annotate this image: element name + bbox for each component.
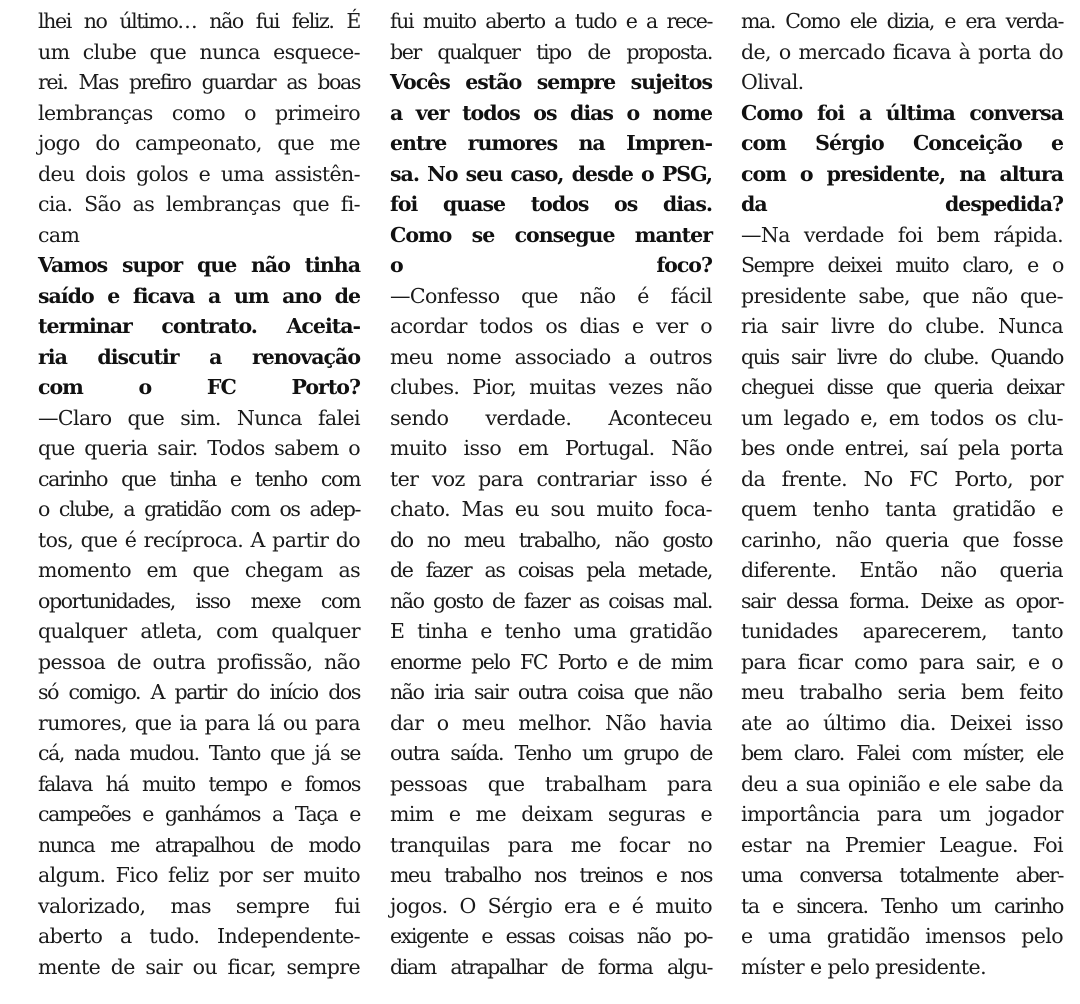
interview-question-line: o foco? bbox=[390, 253, 712, 277]
article-text-line: pessoa de outra profissão, não bbox=[38, 649, 360, 674]
interview-question-line: Vamos supor que não tinha bbox=[38, 253, 360, 277]
article-text-line: cá, nada mudou. Tanto que já se bbox=[38, 741, 360, 765]
article-text-line: Olival. bbox=[741, 70, 804, 94]
article-text-line: dar o meu melhor. Não havia bbox=[390, 710, 712, 735]
interview-question-line: foi quase todos os dias. bbox=[390, 192, 712, 216]
article-text-line: bem claro. Falei com míster, ele bbox=[741, 741, 1063, 765]
article-text-line: cam bbox=[38, 222, 80, 247]
interview-question-line: sa. No seu caso, desde o PSG, bbox=[390, 161, 712, 186]
article-text-line: da frente. No FC Porto, por bbox=[741, 466, 1063, 491]
article-text-line: pessoas que trabalham para bbox=[390, 771, 712, 796]
article-text-line: diam atrapalhar de forma algu- bbox=[390, 954, 712, 979]
article-text-line: clubes. Pior, muitas vezes não bbox=[390, 375, 712, 399]
article-text-line: outra saída. Tenho um grupo de bbox=[390, 741, 712, 765]
article-text-line: só comigo. A partir do início dos bbox=[38, 680, 360, 704]
article-text-line: tunidades aparecerem, tanto bbox=[741, 619, 1063, 643]
article-text-line: deu dois golos e uma assistên- bbox=[38, 161, 360, 186]
article-text-line: presidente sabe, que não que- bbox=[741, 283, 1063, 308]
article-text-line: momento em que chegam as bbox=[38, 558, 360, 582]
article-text-line: não gosto de fazer as coisas mal. bbox=[390, 588, 712, 613]
article-column-3 bbox=[741, 6, 1063, 982]
article-text-line: algum. Fico feliz por ser muito bbox=[38, 863, 360, 887]
interview-question-line: com Sérgio Conceição e bbox=[741, 131, 1063, 155]
article-text-line: do no meu trabalho, não gosto bbox=[390, 527, 712, 552]
article-text-line: nunca me atrapalhou de modo bbox=[38, 832, 360, 857]
article-text-line: falava há muito tempo e fomos bbox=[38, 771, 360, 796]
article-text-line: cia. São as lembranças que fi- bbox=[38, 192, 360, 216]
article-text-line: lhei no último… não fui feliz. É bbox=[38, 9, 360, 33]
article-column-2 bbox=[390, 6, 712, 982]
article-text-line: tos, que é recíproca. A partir do bbox=[38, 527, 360, 552]
article-text-line: de, o mercado ficava à porta do bbox=[741, 39, 1063, 64]
article-text-line: um clube que nunca esquece- bbox=[38, 39, 360, 64]
interview-question-line: com o FC Porto? bbox=[38, 375, 360, 399]
interview-question-line: Como foi a última conversa bbox=[741, 100, 1063, 125]
interview-question-line: Vocês estão sempre sujeitos bbox=[390, 70, 712, 94]
article-text-line: meu nome associado a outros bbox=[390, 344, 712, 369]
article-text-line: ma. Como ele dizia, e era verda- bbox=[741, 9, 1063, 33]
interview-question-line: ria discutir a renovação bbox=[38, 344, 360, 369]
article-text-line: bes onde entrei, saí pela porta bbox=[741, 436, 1063, 460]
article-text-line: —Claro que sim. Nunca falei bbox=[38, 405, 360, 430]
interview-question-line: saído e ficava a um ano de bbox=[38, 283, 360, 308]
article-column-1 bbox=[38, 6, 360, 982]
article-text-line: muito isso em Portugal. Não bbox=[390, 436, 712, 460]
article-text-line: importância para um jogador bbox=[741, 802, 1063, 826]
article-text-line: ter voz para contrariar isso é bbox=[390, 466, 712, 491]
article-text-line: acordar todos os dias e ver o bbox=[390, 314, 712, 338]
article-text-line: ria sair livre do clube. Nunca bbox=[741, 314, 1063, 338]
article-text-line: ta e sincera. Tenho um carinho bbox=[741, 893, 1063, 918]
article-text-line: E tinha e tenho uma gratidão bbox=[390, 619, 712, 643]
article-text-line: um legado e, em todos os clu- bbox=[741, 405, 1063, 430]
article-text-line: sair dessa forma. Deixe as opor- bbox=[741, 588, 1063, 613]
interview-question-line: Como se consegue manter bbox=[390, 222, 712, 247]
interview-question-line: a ver todos os dias o nome bbox=[390, 100, 712, 125]
article-text-line: exigente e essas coisas não po- bbox=[390, 924, 712, 948]
article-text-line: quem tenho tanta gratidão e bbox=[741, 497, 1063, 521]
article-text-line: campeões e ganhámos a Taça e bbox=[38, 802, 360, 826]
article-text-line: enorme pelo FC Porto e de mim bbox=[390, 649, 712, 674]
article-text-line: —Na verdade foi bem rápida. bbox=[741, 222, 1063, 247]
article-text-line: estar na Premier League. Foi bbox=[741, 832, 1063, 857]
article-text-line: chato. Mas eu sou muito foca- bbox=[390, 497, 712, 521]
interview-question-line: com o presidente, na altura bbox=[741, 161, 1063, 186]
article-text-line: rumores, que ia para lá ou para bbox=[38, 710, 360, 735]
article-text-line: sendo verdade. Aconteceu bbox=[390, 405, 712, 430]
interview-question-line: terminar contrato. Aceita- bbox=[38, 314, 360, 338]
article-text-line: deu a sua opinião e ele sabe da bbox=[741, 771, 1063, 796]
article-text-line: carinho, não queria que fosse bbox=[741, 527, 1063, 552]
article-text-line: e uma gratidão imensos pelo bbox=[741, 924, 1063, 948]
article-text-line: meu trabalho seria bem feito bbox=[741, 680, 1063, 704]
article-text-line: para ficar como para sair, e o bbox=[741, 649, 1063, 674]
interview-question-line: entre rumores na Impren- bbox=[390, 131, 712, 155]
article-text-line: qualquer atleta, com qualquer bbox=[38, 619, 360, 643]
article-text-line: ate ao último dia. Deixei isso bbox=[741, 710, 1063, 735]
article-text-line: oportunidades, isso mexe com bbox=[38, 588, 360, 613]
article-text-line: carinho que tinha e tenho com bbox=[38, 466, 360, 491]
article-text-line: valorizado, mas sempre fui bbox=[38, 893, 360, 918]
article-text-line: de fazer as coisas pela metade, bbox=[390, 558, 712, 582]
article-text-line: lembranças como o primeiro bbox=[38, 100, 360, 125]
article-text-line: cheguei disse que queria deixar bbox=[741, 375, 1063, 399]
article-text-line: jogos. O Sérgio era e é muito bbox=[390, 893, 712, 918]
article-text-line: —Confesso que não é fácil bbox=[390, 283, 712, 308]
article-text-line: quis sair livre do clube. Quando bbox=[741, 344, 1063, 369]
article-text-line: aberto a tudo. Independente- bbox=[38, 924, 360, 948]
article-text-line: mente de sair ou ficar, sempre bbox=[38, 954, 360, 979]
article-text-line: meu trabalho nos treinos e nos bbox=[390, 863, 712, 887]
article-text-line: que queria sair. Todos sabem o bbox=[38, 436, 360, 460]
article-text-line: não iria sair outra coisa que não bbox=[390, 680, 712, 704]
article-text-line: míster e pelo presidente. bbox=[741, 954, 986, 979]
article-text-line: fui muito aberto a tudo e a rece- bbox=[390, 9, 712, 33]
article-text-line: jogo do campeonato, que me bbox=[38, 131, 360, 155]
article-text-line: ber qualquer tipo de proposta. bbox=[390, 39, 712, 64]
article-text-line: mim e me deixam seguras e bbox=[390, 802, 712, 826]
article-text-line: rei. Mas prefiro guardar as boas bbox=[38, 70, 360, 94]
article-text-line: tranquilas para me focar no bbox=[390, 832, 712, 857]
article-text-line: Sempre deixei muito claro, e o bbox=[741, 253, 1063, 277]
article-text-line: diferente. Então não queria bbox=[741, 558, 1063, 582]
interview-question-line: da despedida? bbox=[741, 192, 1063, 216]
article-text-line: uma conversa totalmente aber- bbox=[741, 863, 1063, 887]
article-text-line: o clube, a gratidão com os adep- bbox=[38, 497, 360, 521]
